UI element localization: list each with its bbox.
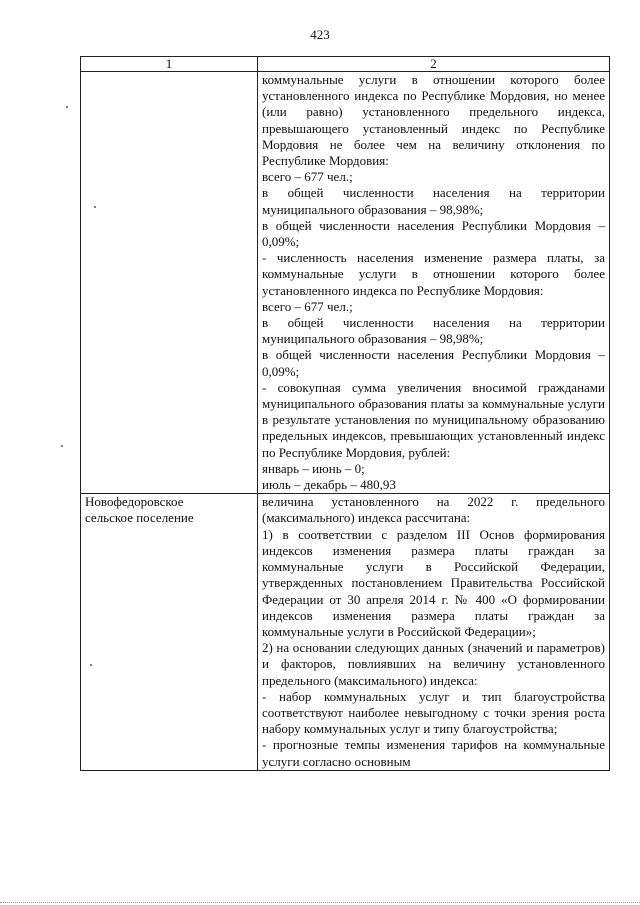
- paragraph: в общей численности населения на территории муниципального образования – 98,98%;: [262, 185, 605, 217]
- paragraph: в общей численности населения на территории муниципального образования – 98,98%;: [262, 315, 605, 347]
- scan-speck: [61, 445, 63, 447]
- paragraph: коммунальные услуги в отношении которого более установленного индекса по Республике Мордовия, но менее (или равно) установленного предельного индекса, превышающего установленный индекс по Республике Мордовия не более чем на величину отклонения по Республике Мордовия:: [262, 72, 605, 169]
- scan-speck: [90, 664, 92, 666]
- municipality-name: Новофедоровское: [85, 494, 184, 510]
- description-cell: [258, 494, 610, 770]
- municipality-type: сельское поселение: [85, 510, 194, 526]
- paragraph: величина установленного на 2022 г. предельного (максимального) индекса рассчитана:: [262, 494, 605, 526]
- paragraph: июль – декабрь – 480,93: [262, 477, 396, 493]
- table-row: [81, 494, 610, 770]
- paragraph: всего – 677 чел.;: [262, 298, 353, 314]
- paragraph: в общей численности населения Республики Мордовия – 0,09%;: [262, 217, 605, 250]
- description-text: [262, 494, 605, 769]
- table-header-row: [81, 57, 610, 72]
- paragraph: всего – 677 чел.;: [262, 169, 353, 185]
- page-number: 423: [310, 27, 330, 42]
- column-header-1: 1: [81, 57, 258, 72]
- paragraph: 1) в соответствии с разделом III Основ формирования индексов изменения размера платы граждан за коммунальные услуги в Российской Федерации, утвержденных постановлением Правительства Российской Федерации от 30 апреля 2014 г. № 400 «О формировании индексов изменения размера платы граждан за коммунальные услуги в Российской Федерации»;: [262, 526, 605, 639]
- paragraph: - набор коммунальных услуг и тип благоустройства соответствуют наиболее невыгодному с точки зрения роста набору коммунальных услуг и типу благоустройства;: [262, 688, 605, 737]
- column-header-2: 2: [258, 57, 610, 72]
- document-table: [80, 56, 610, 771]
- table-row: [81, 72, 610, 494]
- scan-edge: [0, 902, 640, 903]
- scan-speck: [94, 206, 96, 208]
- paragraph: 2) на основании следующих данных (значений и параметров) и факторов, повлиявших на величину установленного предельного (максимального) индекса:: [262, 640, 605, 688]
- paragraph: - прогнозные темпы изменения тарифов на коммунальные услуги согласно основным: [262, 737, 605, 769]
- description-text: [262, 72, 605, 493]
- paragraph: - совокупная сумма увеличения вносимой гражданами муниципального образования платы за коммунальные услуги в результате установления по муниципальному образованию предельных индексов, превышающих установленный индекс по Республике Мордовия, рублей:: [262, 379, 605, 460]
- municipality-cell: [81, 72, 258, 494]
- municipality-cell: [81, 494, 258, 770]
- paragraph: - численность населения изменение размера платы, за коммунальные услуги в отношении которого более установленного индекса по Республике Мордовия:: [262, 250, 605, 298]
- paragraph: январь – июнь – 0;: [262, 460, 365, 476]
- paragraph: в общей численности населения Республики Мордовия – 0,09%;: [262, 347, 605, 379]
- description-cell: [258, 72, 610, 494]
- scan-speck: [66, 106, 68, 108]
